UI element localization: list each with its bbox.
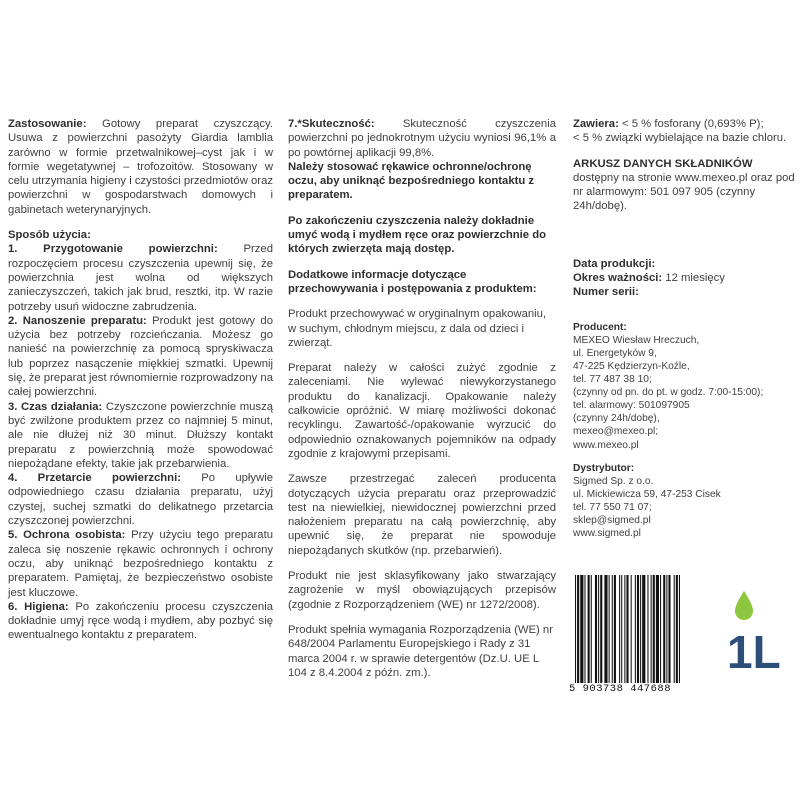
producer-line: ul. Energetyków 9, [573,347,657,359]
batch-number-label: Numer serii: [573,286,639,299]
step-1 [8,242,273,313]
zastosowanie-paragraph [8,117,273,217]
step-6-label: 6. Higiena: [8,600,69,613]
step-2-text: Produkt jest gotowy do użycia bez potrzeby rozcieńczania. Możesz go nanieść na powierzchnię za pomocą spryskiwacza lub poprzez nasączenie miękkiej szmatki. Upewnij się, że preparat jest równomiernie rozprowadzony na całej powierzchni. [8,314,273,399]
step-7-label: 7.*Skuteczność: [288,118,375,130]
gloves-warning: Należy stosować rękawice ochronne/ochronę oczu, aby uniknąć bezpośredniego kontaktu z preparatem. [288,160,535,202]
zastosowanie-label: Zastosowanie: [8,118,87,130]
expiry-label: Okres ważności: [573,272,663,285]
water-drop-icon [733,590,755,622]
test-paragraph: Zawsze przestrzegać zaleceń producenta dotyczących użycia preparatu oraz przeprowadzić test na niewielkiej, niewidocznej powierzchni przed nałożeniem preparatu na całą powierzchnię, aby upewnić się, że preparat nie spowoduje niepożądanych skutków (np. przebarwień). [288,473,556,557]
zawiera-line-1 [573,117,795,131]
producer-line: MEXEO Wiesław Hreczuch, [573,334,700,346]
zastosowanie-text: Gotowy preparat czyszczący. Usuwa z powierzchni pasożyty Giardia lamblia zarówno w formie przetwalnikowej–cyst jak i w formie wegetatywnej – trofozoitów. Stosowany w celu utrzymania higieny i czystości przedmiotów oraz powierzchni w gospodarstwach domowych i gabinetach weterynaryjnych. [8,118,273,216]
producer-block [573,321,795,541]
step-3-label: 3. Czas działania: [8,400,103,413]
step-1-label: 1. Przygotowanie powierzchni: [8,243,218,256]
step-4-label: 4. Przetarcie powierzchni: [8,472,181,485]
zawiera-value-1: < 5 % fosforany (0,693% P); [618,118,764,130]
step-6 [8,600,273,643]
zawiera-line-2: < 5 % związki wybielające na bazie chloru. [573,132,787,145]
disposal-paragraph: Preparat należy w całości zużyć zgodnie z zaleceniami. Nie wylewać niewykorzystanego produktu do kanalizacji. Opakowanie należy całkowicie opróżnić. W miarę możliwości dokonać recyklingu. Zawartość-/opakowanie wyrzucić do odpowiednio oznakowanych pojemników na odpady zgodnie z krajowymi przepisami. [288,362,556,460]
producer-line: tel. 77 487 38 10; [573,374,652,386]
distributor-label: Dystrybutor: [573,462,635,474]
distributor-line: Sigmed Sp. z o.o. [573,475,654,487]
regulation-paragraph: Produkt spełnia wymagania Rozporządzenia (WE) nr 648/2004 Parlamentu Europejskiego i Rady z 31 marca 2004 r. w sprawie detergentów (Dz.U. UE L 104 z 8.4.2004 z późn. zm.). [288,623,553,679]
step-6-text: Po zakończeniu procesu czyszczenia dokładnie umyj ręce wodą i mydłem, aby pozbyć się ewentualnego kontaktu z preparatem. [8,600,274,642]
step-5-label: 5. Ochrona osobista: [8,529,126,542]
producer-line: 47-225 Kędzierzyn-Koźle, [573,360,690,372]
wash-hands-warning: Po zakończeniu czyszczenia należy dokładnie umyć wodą i mydłem ręce oraz powierzchnie do których zwierzęta mają dostęp. [288,214,547,256]
step-4 [8,471,273,528]
step-2 [8,314,273,400]
distributor-line: ul. Mickiewicza 59, 47-253 Cisek [573,488,721,500]
step-3-text: Czyszczone powierzchnie muszą być zwilżone produktem przez co najmniej 5 minut, ale nie dłużej niż 30 minut. Dłuższy kontakt preparatu z powierzchnią może spowodować niepożądane efekty, takie jak przebarwienia. [8,400,274,470]
volume-label: 1L [727,626,781,678]
barcode-digits: 5 903738 447688 [569,683,672,695]
distributor-line: tel. 77 550 71 07; [573,501,652,513]
storage-paragraph: Produkt przechowywać w oryginalnym opakowaniu, w suchym, chłodnym miejscu, z dala od dzieci i zwierząt. [288,308,547,349]
zawiera-label: Zawiera: [573,118,619,130]
step-2-label: 2. Nanoszenie preparatu: [8,314,147,327]
producer-line: www.mexeo.pl [573,439,639,451]
arkusz-heading: ARKUSZ DANYCH SKŁADNIKÓW [573,157,753,170]
expiry-value: 12 miesięcy [662,272,725,285]
usage-column [8,117,273,643]
producer-line: (czynny 24h/dobę), [573,413,660,425]
producer-label: Producent: [573,321,627,333]
step-5-text: Przy użyciu tego preparatu zaleca się noszenie rękawic ochronnych i ochrony oczu, aby uniknąć bezpośredniego kontaktu z preparatem. Pamiętaj, że bezpieczeństwo osobiste jest kluczowe. [8,529,273,599]
classification-paragraph: Produkt nie jest sklasyfikowany jako stwarzający zagrożenie w myśl obowiązujących przepisów (zgodnie z Rozporządzeniem (WE) nr 1272/2008). [288,570,556,611]
step-4-text: Po upływie odpowiedniego czasu działania preparatu, użyj czystej, suchej szmatki do delikatnego przetarcia czyszczonej powierzchni. [8,472,273,528]
step-5 [8,528,273,599]
storage-heading: Dodatkowe informacje dotyczące przechowywania i postępowania z produktem: [288,268,537,295]
arkusz-text: dostępny na stronie www.mexeo.pl oraz pod nr alarmowym: 501 097 905 (czynny 24h/dobę). [573,171,795,213]
barcode-icon [569,575,723,683]
production-date-label: Data produkcji: [573,257,656,270]
distributor-line: sklep@sigmed.pl [573,514,651,526]
producer-line: tel. alarmowy: 501097905 [573,400,690,412]
distributor-line: www.sigmed.pl [573,528,641,540]
step-7 [288,117,556,160]
sposob-heading: Sposób użycia: [8,229,91,242]
step-7-text: Skuteczność czyszczenia powierzchni po jednokrotnym użyciu wyniosi 96,1% a po powtórnej aplikacji 99,8%. [288,118,556,159]
producer-line: (czynny od pn. do pt. w godz. 7:00-15:00); [573,387,764,399]
producer-line: mexeo@mexeo.pl; [573,426,659,438]
info-column [573,117,795,540]
safety-column [288,117,556,680]
step-3 [8,400,273,471]
step-1-text: Przed rozpoczęciem procesu czyszczenia upewnij się, że powierzchnia jest wolna od większych zanieczyszczeń, takich jak brud, resztki, itp. W razie potrzeby usuń widoczne zabrudzenia. [8,243,273,313]
expiry-line [573,271,795,285]
